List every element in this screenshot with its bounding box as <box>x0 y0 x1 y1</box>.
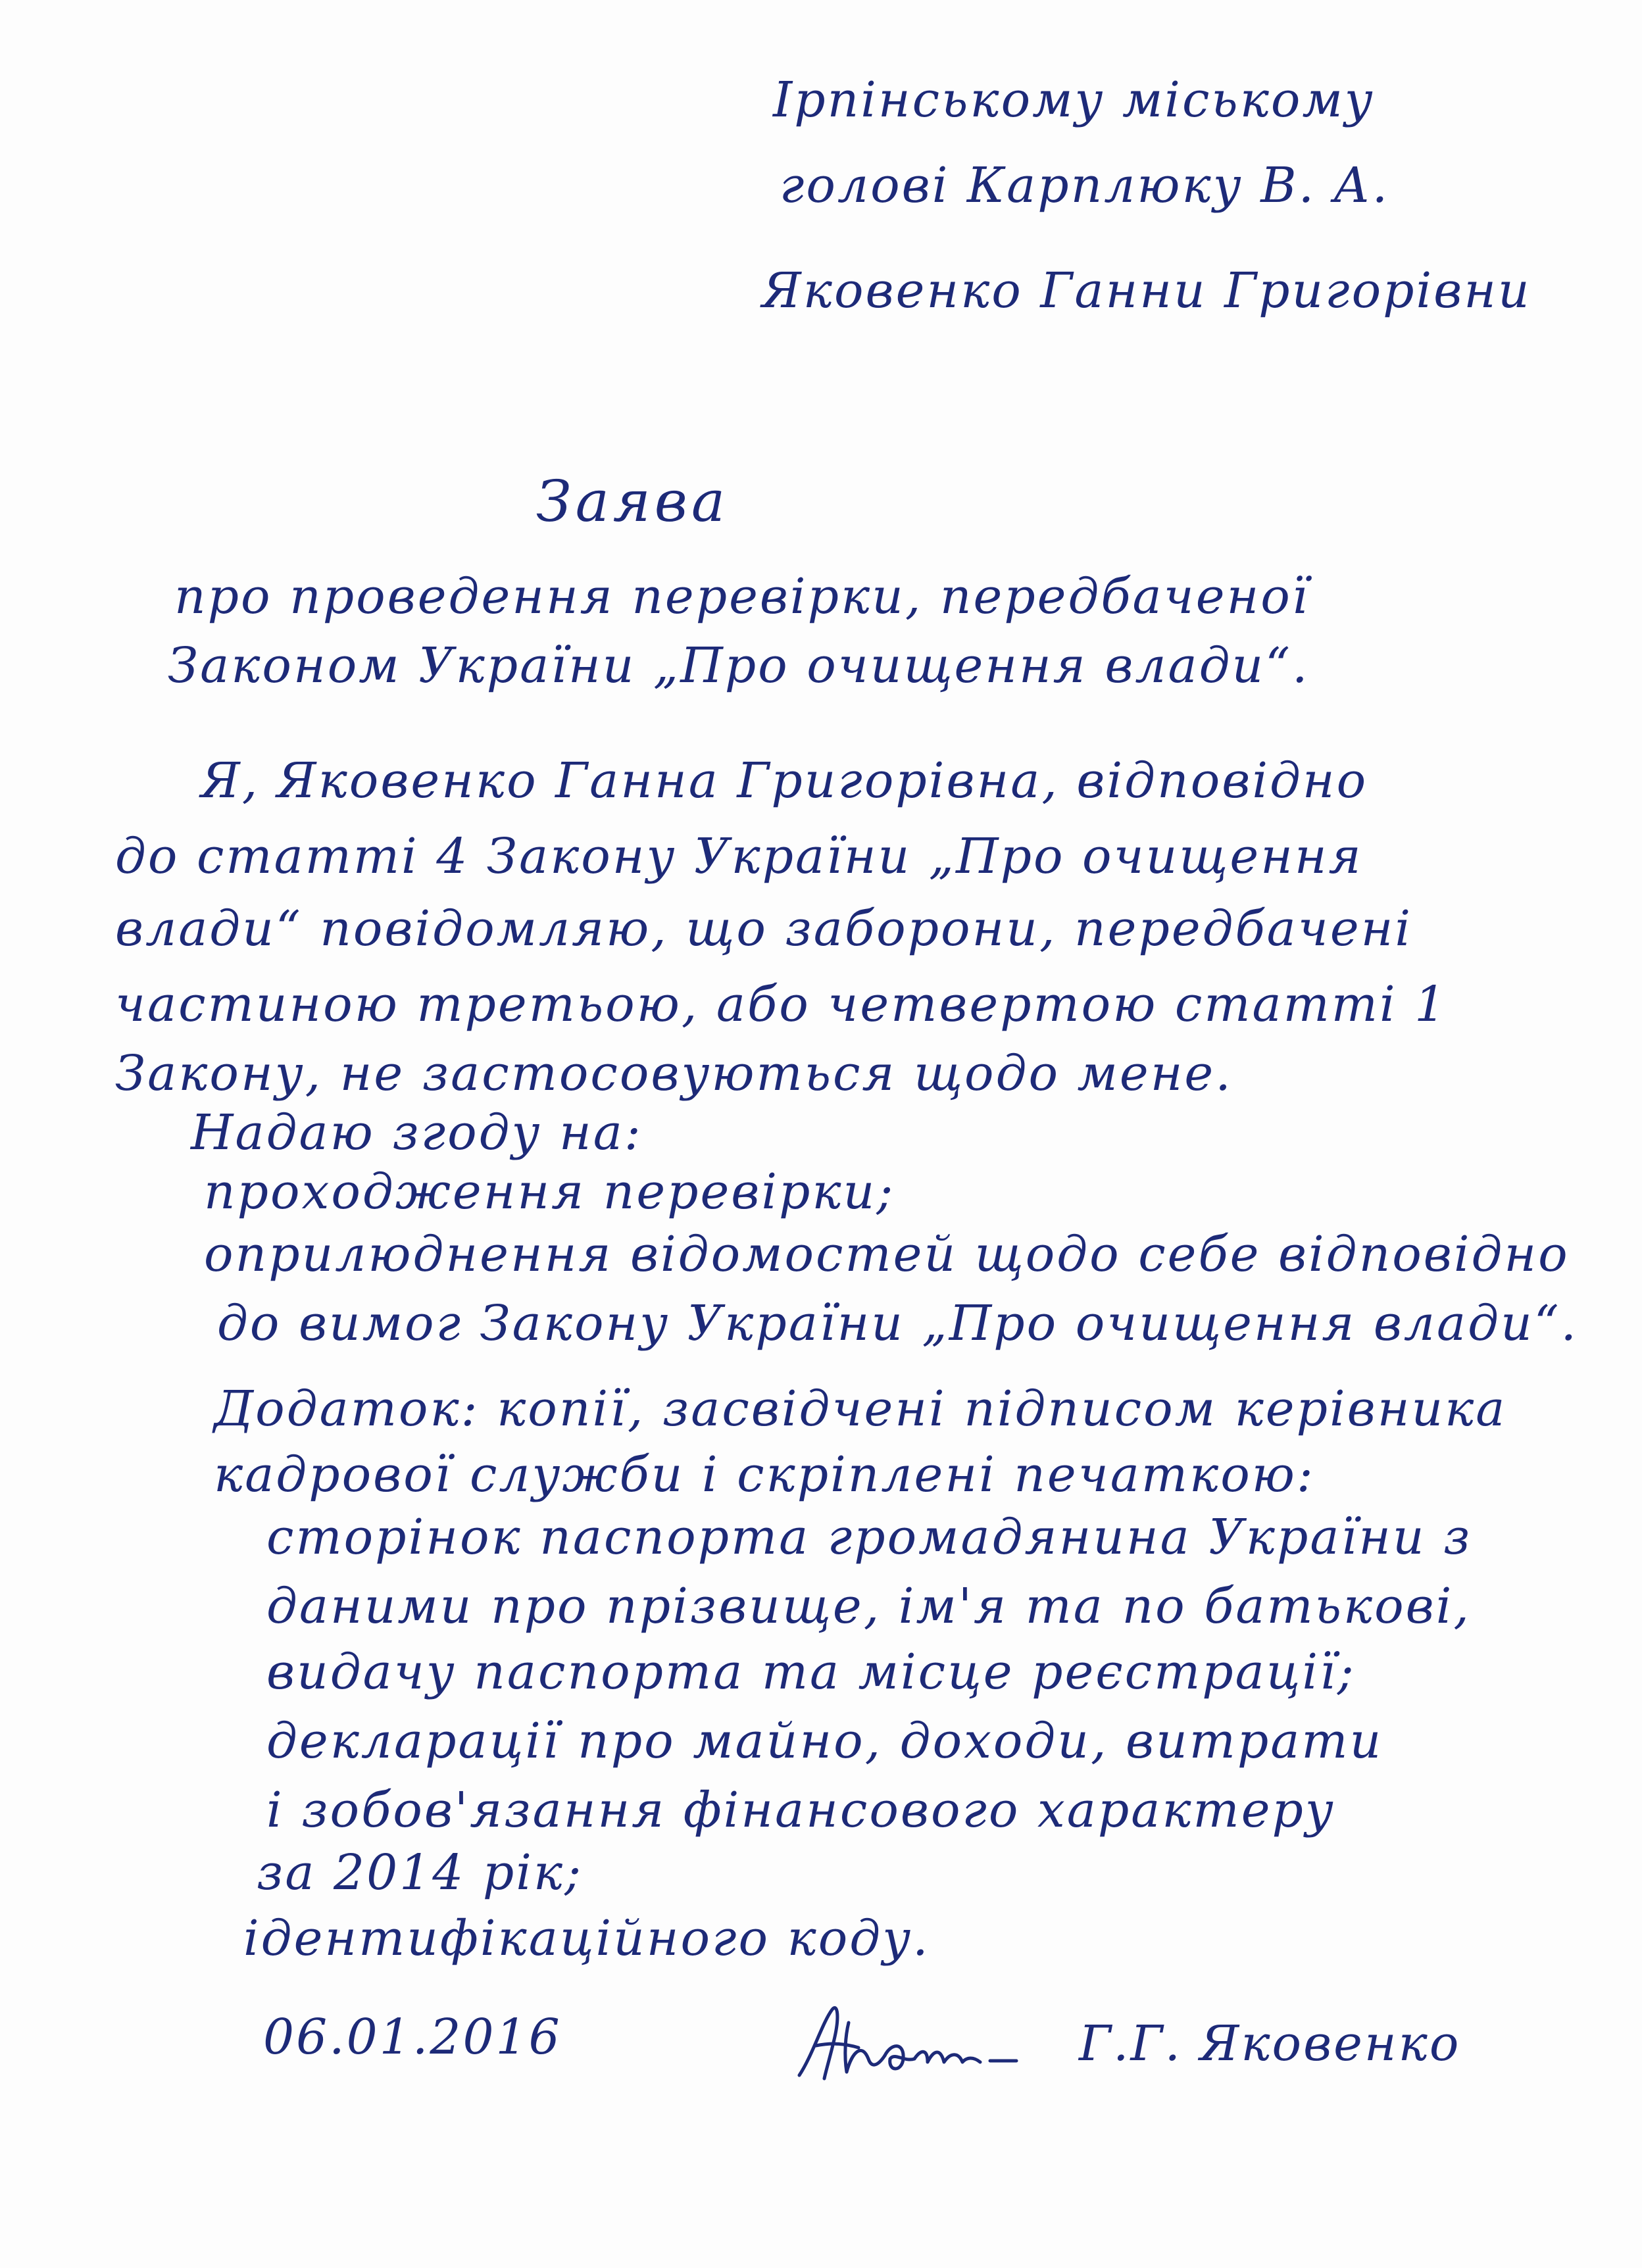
body-line-1: Я, Яковенко Ганна Григорівна, відповідно <box>201 752 1368 809</box>
recipient-line-1: Ірпінському міському <box>773 72 1375 128</box>
attachment-line-6: декларації про майно, доходи, витрати <box>266 1713 1383 1769</box>
page-title: Заява <box>536 469 730 535</box>
attachment-line-5: видачу паспорта та місце реєстрації; <box>266 1644 1356 1700</box>
body-line-5: Закону, не застосовуються щодо мене. <box>115 1045 1233 1102</box>
attachment-line-4: даними про прізвище, ім'я та по батькові, <box>266 1578 1471 1635</box>
attachment-line-8: за 2014 рік; <box>257 1844 584 1901</box>
attachment-line-3: сторінок паспорта громадянина України з <box>266 1509 1472 1565</box>
body-line-2: до статті 4 Закону України „Про очищення <box>115 828 1363 885</box>
consent-heading: Надаю згоду на: <box>191 1104 643 1161</box>
consent-item-3: до вимог Закону України „Про очищення влади“. <box>217 1295 1579 1352</box>
body-line-3: влади“ повідомляю, що заборони, передбачені <box>115 900 1413 957</box>
subject-line-1: про проведення перевірки, передбаченої <box>174 568 1310 625</box>
date: 06.01.2016 <box>263 2009 562 2065</box>
sender-name: Яковенко Ганни Григорівни <box>762 262 1531 319</box>
handwritten-signature <box>786 1996 1062 2095</box>
consent-item-1: проходження перевірки; <box>204 1164 895 1220</box>
attachment-line-9: ідентифікаційного коду. <box>243 1910 930 1967</box>
attachment-line-2: кадрової служби і скріплені печаткою: <box>214 1446 1315 1503</box>
recipient-line-2: голові Карплюку В. А. <box>780 157 1390 214</box>
attachment-line-1: Додаток: копії, засвідчені підписом керівника <box>214 1381 1507 1437</box>
attachment-line-7: і зобов'язання фінансового характеру <box>266 1782 1335 1838</box>
signature-name: Г.Г. Яковенко <box>1079 2015 1461 2072</box>
body-line-4: частиною третьою, або четвертою статті 1 <box>115 976 1448 1033</box>
subject-line-2: Законом України „Про очищення влади“. <box>168 637 1310 694</box>
consent-item-2: оприлюднення відомостей щодо себе відповідно <box>204 1226 1570 1283</box>
